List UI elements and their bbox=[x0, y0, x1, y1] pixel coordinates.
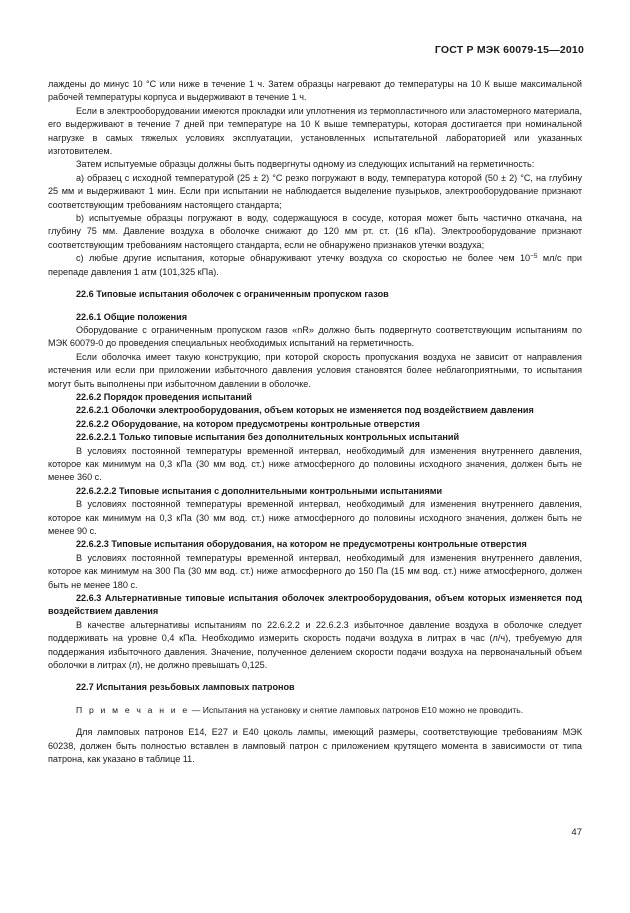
paragraph: В качестве альтернативы испытаниям по 22.6.2.2 и 22.6.2.3 избыточное давление воздуха в оболочке следует поддерживать на уровне 0,4 кПа. Необходимо измерить скорость подачи воздуха в литрах в час (л/ч), требуемую для поддержания избыточного давления. Значение, полученное делением скорости подачи воздуха на первоначальный объем оболочки в литрах (л), не должно превышать 0,125. bbox=[48, 619, 582, 671]
section-heading-22-6-2-2: 22.6.2.2 Оборудование, на котором предусмотрены контрольные отверстия bbox=[76, 418, 420, 429]
exponent: −5 bbox=[530, 253, 538, 261]
list-item-a: а) образец с исходной температурой (25 ± 2) °С резко погружают в воду, температура которой (50 ± 2) °С, на глубину 25 мм и выдерживают 1 мин. Если при испытании не наблюдается выделение пузырьков, электрооборудование признают соответствующим требованиям настоящего стандарта; bbox=[48, 172, 582, 210]
section-heading-22-6-2-2-1: 22.6.2.2.1 Только типовые испытания без дополнительных контрольных испытаний bbox=[76, 432, 460, 443]
list-item-b: b) испытуемые образцы погружают в воду, содержащуюся в сосуде, которая может быть частично откачана, на глубину 75 мм. Давление воздуха в оболочке снижают до 120 мм рт. ст. (16 кПа). Электрооборудование признают соответствующим требованиям настоящего стандарта, если не обнаружено признаков утечки воздуха; bbox=[48, 213, 582, 250]
section-heading-22-6-1: 22.6.1 Общие положения bbox=[76, 311, 188, 322]
paragraph: лаждены до минус 10 °C или ниже в течение 1 ч. Затем образцы нагревают до температуры на 10 К выше максимальной рабочей температуры корпуса и выдерживают в течение 1 ч. bbox=[48, 79, 582, 103]
section-heading-22-6-2-1: 22.6.2.1 Оболочки электрооборудования, объем которых не изменяется под воздействием давления bbox=[76, 405, 534, 416]
standard-designation: ГОСТ Р МЭК 60079-15—2010 bbox=[434, 44, 584, 56]
paragraph: Если в электрооборудовании имеются прокладки или уплотнения из термопластичного или эластомерного материала, его выдерживают в течение 7 дней при температуре на 10 К выше температуры, которая достигается при номинальной нагрузке в самых тяжелых условиях эксплуатации, установленных испытательной лабораторией или указанных изготовителем. bbox=[48, 105, 582, 157]
note-label: П р и м е ч а н и е bbox=[76, 704, 190, 715]
paragraph: Затем испытуемые образцы должны быть подвергнуты одному из следующих испытаний на герметичность: bbox=[76, 159, 535, 170]
paragraph: В условиях постоянной температуры временной интервал, необходимый для изменения внутреннего давления, которое как минимум на 0,3 кПа (30 мм вод. ст.) ниже атмосферного до половины исходного значения, должен быть не менее 360 с. bbox=[48, 445, 582, 483]
note-text: — Испытания на установку и снятие ламповых патронов Е10 можно не проводить. bbox=[189, 704, 524, 715]
list-item-c-text: с) любые другие испытания, которые обнаруживают утечку воздуха со скоростью не более чем 10 bbox=[76, 253, 531, 264]
document-body bbox=[48, 78, 582, 767]
section-heading-22-6-2-2-2: 22.6.2.2.2 Типовые испытания с дополнительными контрольными испытаниями bbox=[76, 485, 443, 496]
page-number: 47 bbox=[571, 827, 582, 838]
section-heading-22-6-3: 22.6.3 Альтернативные типовые испытания оболочек электрооборудования, объем которых изменяется под воздействием давления bbox=[48, 593, 582, 617]
paragraph: Если оболочка имеет такую конструкцию, при которой скорость пропускания воздуха не зависит от направления истечения или если при приложении избыточного давления условия становятся более неблагоприятными, то испытания могут быть выполнены при избыточном давлении в оболочке. bbox=[48, 351, 582, 389]
list-item-c bbox=[48, 252, 582, 279]
paragraph: В условиях постоянной температуры временной интервал, необходимый для изменения внутреннего давления, которое как минимум на 0,3 кПа (30 мм вод. ст.) ниже атмосферного до половины исходного значения, должен быть не менее 90 с. bbox=[48, 499, 582, 536]
note bbox=[48, 704, 582, 717]
paragraph: Для ламповых патронов Е14, Е27 и Е40 цоколь лампы, имеющий размеры, соответствующие требованиям МЭК 60238, должен быть полностью вставлен в ламповый патрон с приложением крутящего момента в зависимости от типа патрона, как указано в таблице 11. bbox=[48, 727, 582, 765]
paragraph: Оборудование с ограниченным пропуском газов «nR» должно быть подвергнуто соответствующим испытаниям по МЭК 60079-0 до проведения специальных необходимых испытаний на герметичность. bbox=[48, 324, 582, 349]
section-heading-22-7: 22.7 Испытания резьбовых ламповых патронов bbox=[76, 682, 295, 693]
paragraph: В условиях постоянной температуры временной интервал, необходимый для изменения внутреннего давления, которое как минимум на 300 Па (30 мм вод. ст.) ниже атмосферного до 150 Па (15 мм вод. ст.) ниже атмосферного, должен быть не менее 180 с. bbox=[48, 552, 582, 590]
list-item-c-text-end: мл/с при перепаде давления 1 атм (101,325 кПа). bbox=[48, 253, 583, 277]
section-heading-22-6-2-3: 22.6.2.3 Типовые испытания оборудования, на котором не предусмотрены контрольные отверстия bbox=[76, 539, 527, 550]
section-heading-22-6: 22.6 Типовые испытания оболочек с ограниченным пропуском газов bbox=[76, 289, 389, 300]
section-heading-22-6-2: 22.6.2 Порядок проведения испытаний bbox=[76, 391, 253, 402]
